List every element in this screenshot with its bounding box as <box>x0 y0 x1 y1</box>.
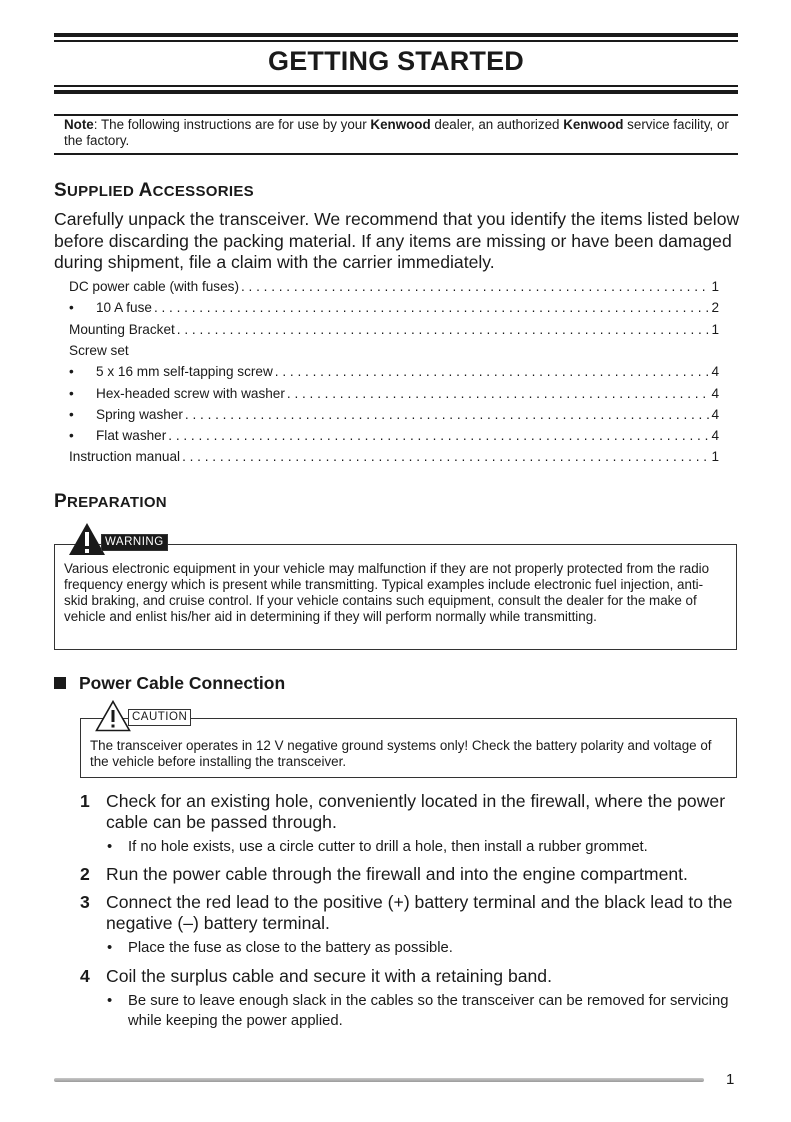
accessory-leader <box>275 364 710 385</box>
accessory-qty: 2 <box>711 300 719 316</box>
warning-text: Various electronic equipment in your vehicle may malfunction if they are not properly protected from the radio frequency energy which is present while transmitting. Typical examples include electronic fuel injection, anti-skid braking, and cruise control. If your vehicle contains such equipment, consult the dealer for the make of vehicle and enlist his/her aid in determining if they will perform normally while transmitting. <box>64 561 710 624</box>
warning-badge: WARNING <box>101 534 168 551</box>
accessory-qty: 1 <box>711 321 719 337</box>
accessory-bullet: • <box>69 300 74 316</box>
title-rule-bottom-thin <box>54 85 738 87</box>
accessory-name: Flat washer <box>96 428 167 444</box>
accessory-item <box>69 449 719 470</box>
accessory-name: Spring washer <box>96 406 183 422</box>
accessory-qty: 4 <box>711 364 719 380</box>
caution-badge: CAUTION <box>128 709 191 726</box>
step-3-sub: • Place the fuse as close to the battery as possible. <box>107 940 453 956</box>
supplied-accessories-heading: SUPPLIED ACCESSORIES <box>54 180 254 201</box>
accessory-item <box>69 279 719 300</box>
step-1: 1 Check for an existing hole, conveniently located in the firewall, where the power cable can be passed through. <box>80 791 726 832</box>
footer-rule <box>54 1078 704 1082</box>
caution-triangle-icon <box>95 700 131 732</box>
title-rule-top-thin <box>54 40 738 42</box>
accessory-name: DC power cable (with fuses) <box>69 279 239 294</box>
accessory-item <box>69 407 719 428</box>
supplied-intro: Carefully unpack the transceiver. We recommend that you identify the items listed below before discarding the packing material. If any items are missing or have been damaged during shipment, file a claim with the carrier immediately. <box>54 209 740 272</box>
section-square-icon <box>54 677 66 689</box>
accessory-leader <box>241 279 709 300</box>
warning-box <box>54 544 737 650</box>
accessory-bullet: • <box>69 428 74 444</box>
accessory-leader <box>168 428 709 449</box>
accessory-qty: 4 <box>711 385 719 401</box>
step-3: 3 Connect the red lead to the positive (+) battery terminal and the black lead to the negative (–) battery terminal. <box>80 892 733 933</box>
accessory-qty: 1 <box>711 449 719 465</box>
accessory-leader <box>154 300 710 321</box>
accessory-bullet: • <box>69 406 74 422</box>
page-title: GETTING STARTED <box>268 46 524 76</box>
step-2: 2 Run the power cable through the firewall and into the engine compartment. <box>80 864 688 884</box>
accessory-leader <box>185 407 710 428</box>
note-text: Note: The following instructions are for use by your Kenwood dealer, an authorized Kenwood service facility, or the factory. <box>64 117 729 148</box>
caution-box <box>80 718 737 778</box>
accessory-item <box>69 343 719 364</box>
accessory-leader <box>182 449 709 470</box>
accessory-item <box>69 300 719 321</box>
preparation-heading: PREPARATION <box>54 491 167 512</box>
accessory-name: 10 A fuse <box>96 300 152 316</box>
accessory-qty: 4 <box>711 428 719 444</box>
power-cable-heading: Power Cable Connection <box>54 673 285 694</box>
accessory-name: Hex-headed screw with washer <box>96 385 285 401</box>
note-rule-bottom <box>54 153 738 155</box>
caution-text: The transceiver operates in 12 V negative ground systems only! Check the battery polarity and voltage of the vehicle before installing the transceiver. <box>90 738 712 769</box>
accessory-bullet: • <box>69 385 74 401</box>
accessory-item <box>69 386 719 407</box>
accessory-bullet: • <box>69 364 74 380</box>
accessory-item <box>69 364 719 385</box>
title-rule-bottom-thick <box>54 90 738 94</box>
accessory-name: Screw set <box>69 342 129 358</box>
page-number: 1 <box>726 1071 735 1088</box>
title-rule-top-thick <box>54 33 738 37</box>
accessory-name: Instruction manual <box>69 449 181 465</box>
accessory-leader <box>287 386 710 407</box>
accessory-leader <box>177 322 710 343</box>
accessory-item <box>69 428 719 449</box>
accessory-name: Mounting Bracket <box>69 321 175 337</box>
step-4-sub: • Be sure to leave enough slack in the cables so the transceiver can be removed for servicing while keeping the power applied. <box>107 993 729 1029</box>
step-1-sub: • If no hole exists, use a circle cutter to drill a hole, then install a rubber grommet. <box>107 839 648 855</box>
accessory-name: 5 x 16 mm self-tapping screw <box>96 364 273 380</box>
step-4: 4 Coil the surplus cable and secure it with a retaining band. <box>80 966 552 986</box>
accessory-item <box>69 322 719 343</box>
accessory-qty: 4 <box>711 406 719 422</box>
note-rule-top <box>54 114 738 116</box>
accessory-qty: 1 <box>711 279 719 294</box>
